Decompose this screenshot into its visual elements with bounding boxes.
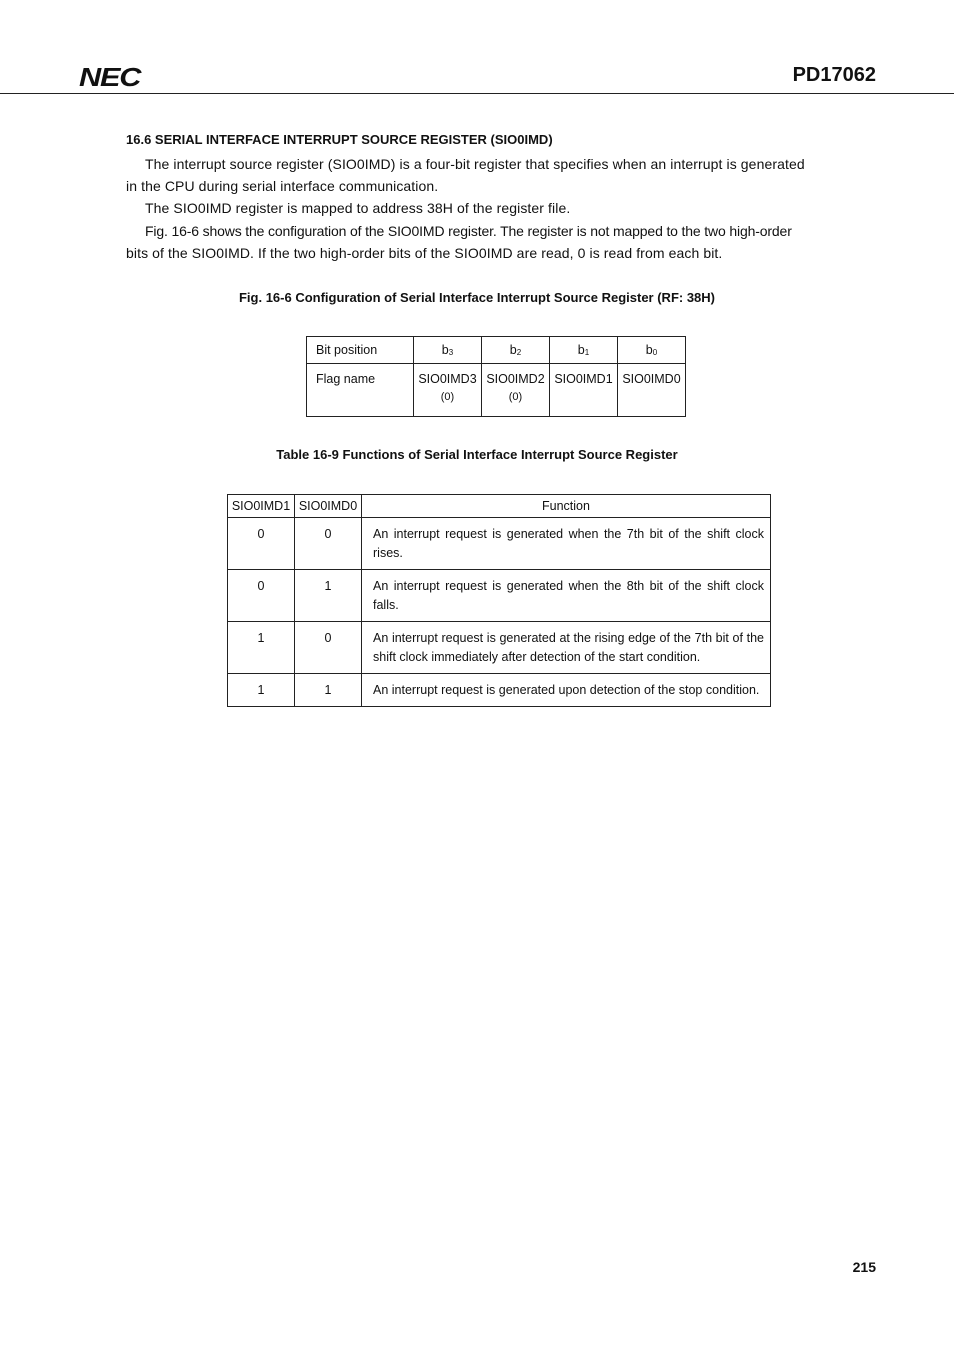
flag-cell [482, 364, 550, 417]
bit-cell [414, 337, 482, 364]
sio0imd1-cell: 1 [228, 674, 295, 707]
function-cell: An interrupt request is generated when the 8th bit of the shift clock falls. [362, 570, 771, 622]
sio0imd0-cell: 0 [295, 518, 362, 570]
sio0imd1-cell: 1 [228, 622, 295, 674]
paragraph-3-line-2: bits of the SIO0IMD. If the two high-order bits of the SIO0IMD are read, 0 is read from each bit. [126, 245, 723, 261]
column-header: SIO0IMD1 [228, 495, 295, 518]
bit-cell [550, 337, 618, 364]
document-id: PD17062 [792, 64, 876, 86]
section-title: 16.6 SERIAL INTERFACE INTERRUPT SOURCE REGISTER (SIO0IMD) [126, 132, 553, 147]
bit-cell [618, 337, 686, 364]
paragraph-3 [126, 220, 878, 264]
functions-table [227, 494, 771, 707]
bit-position-label: Bit position [307, 337, 414, 364]
flag-name-label: Flag name [307, 364, 414, 417]
paragraph-2-line-1: The SIO0IMD register is mapped to address 38H of the register file. [145, 200, 571, 216]
bit-letter: b [645, 343, 653, 357]
flag-cell [414, 364, 482, 417]
column-header: Function [362, 495, 771, 518]
bit-letter: b [577, 343, 585, 357]
paragraph-3-line-1: Fig. 16-6 shows the configuration of the SIO0IMD register. The register is not mapped to the two high-order [145, 223, 792, 239]
function-cell: An interrupt request is generated at the rising edge of the 7th bit of the shift clock immediately after detection of the start condition. [362, 622, 771, 674]
table-row [228, 518, 771, 570]
flag-name: SIO0IMD2 [486, 372, 545, 386]
flag-cell [550, 364, 618, 417]
bit-index: 2 [516, 348, 522, 357]
flag-name: SIO0IMD0 [622, 372, 681, 386]
bit-index: 0 [652, 348, 658, 357]
flag-name: SIO0IMD3 [418, 372, 477, 386]
page-number: 215 [852, 1259, 876, 1275]
table-header-row [228, 495, 771, 518]
bit-letter: b [509, 343, 517, 357]
flag-cell [618, 364, 686, 417]
bit-letter: b [441, 343, 449, 357]
figure-caption: Fig. 16-6 Configuration of Serial Interface Interrupt Source Register (RF: 38H) [238, 290, 716, 305]
header-rule [0, 93, 954, 94]
paragraph-1 [126, 153, 878, 197]
column-header: SIO0IMD0 [295, 495, 362, 518]
table-row [228, 622, 771, 674]
flag-value: (0) [440, 391, 455, 403]
bit-index: 1 [584, 348, 590, 357]
nec-logo: NEC [79, 62, 141, 92]
sio0imd1-cell: 0 [228, 570, 295, 622]
paragraph-1-line-2: in the CPU during serial interface communication. [126, 178, 439, 194]
table-row [228, 570, 771, 622]
flag-value: (0) [508, 391, 523, 403]
bit-index: 3 [448, 348, 454, 357]
flag-name: SIO0IMD1 [554, 372, 613, 386]
flag-name-row [307, 364, 686, 417]
sio0imd0-cell: 0 [295, 622, 362, 674]
table-row [228, 674, 771, 707]
bit-position-row [307, 337, 686, 364]
paragraph-2 [126, 197, 878, 219]
sio0imd1-cell: 0 [228, 518, 295, 570]
sio0imd0-cell: 1 [295, 674, 362, 707]
bit-cell [482, 337, 550, 364]
paragraph-1-line-1: The interrupt source register (SIO0IMD) is a four-bit register that specifies when an interrupt is generated [145, 156, 805, 172]
function-cell: An interrupt request is generated when the 7th bit of the shift clock rises. [362, 518, 771, 570]
table-caption: Table 16-9 Functions of Serial Interface Interrupt Source Register [276, 447, 678, 462]
sio0imd0-cell: 1 [295, 570, 362, 622]
register-config-figure [306, 336, 686, 417]
function-cell: An interrupt request is generated upon detection of the stop condition. [362, 674, 771, 707]
